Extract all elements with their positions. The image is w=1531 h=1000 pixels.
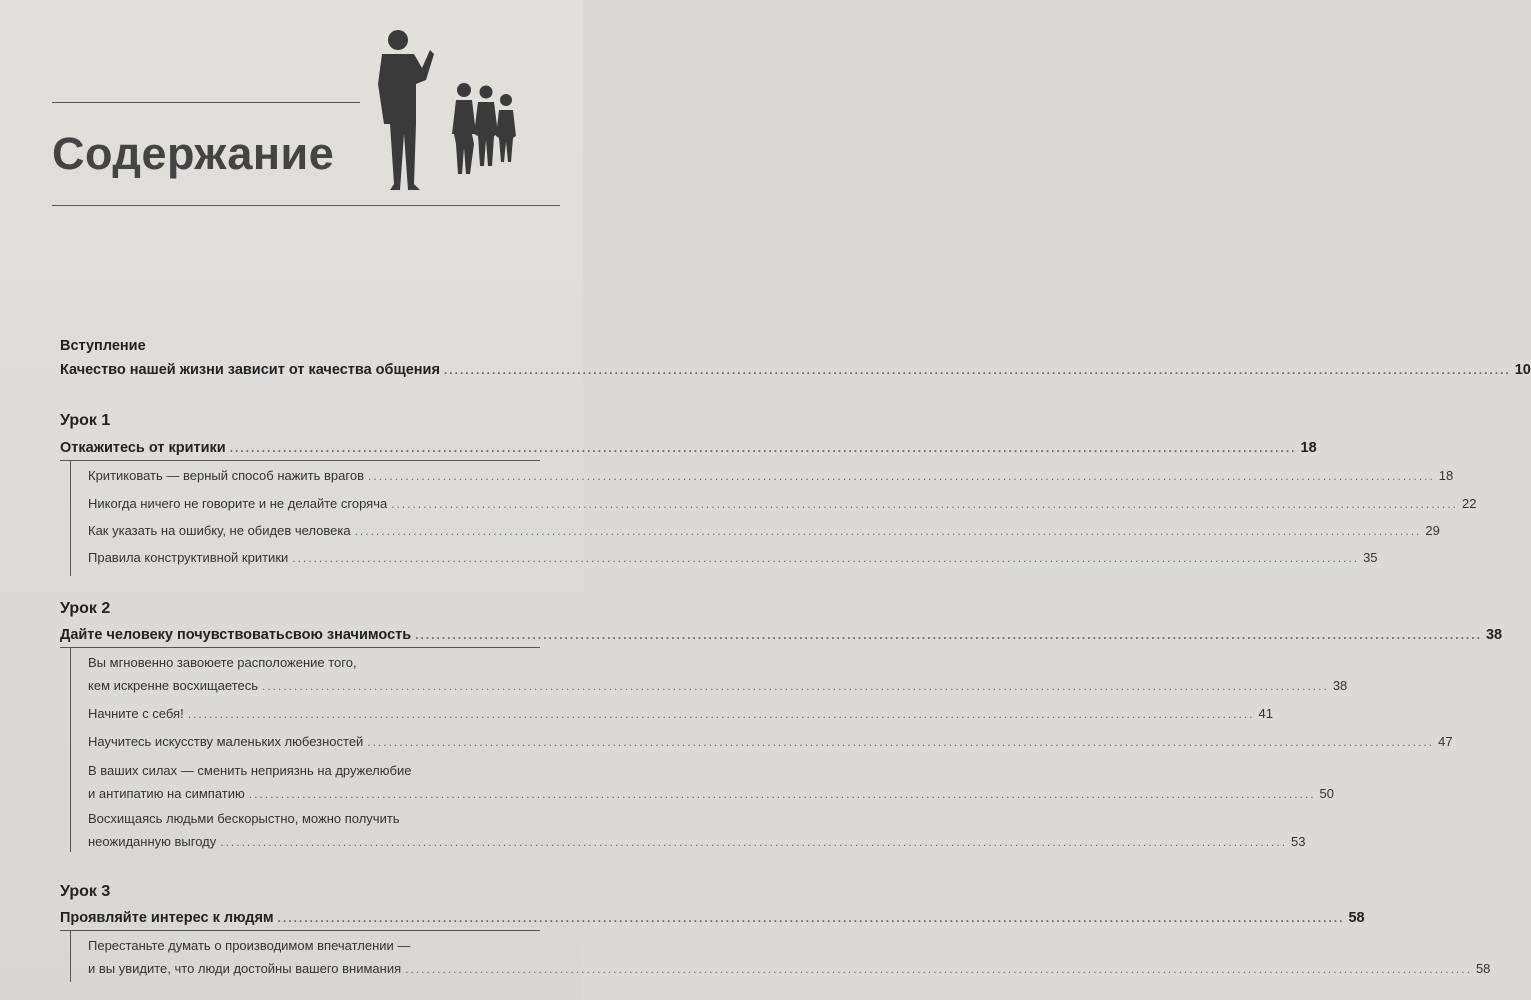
toc-lesson-3-main[interactable] bbox=[60, 910, 1365, 926]
toc-entry-intro-page: 10 bbox=[1514, 362, 1531, 378]
toc-lesson-3-sub-1-line-1: Перестаньте думать о производимом впечатлении — bbox=[88, 938, 411, 953]
toc-lesson-2-sub-3[interactable] bbox=[88, 734, 1453, 749]
dot-leader: ........................................................................................................................................................................................................ bbox=[248, 787, 1316, 801]
toc-lesson-2-sub-3-text: Научитесь искусству маленьких любезностей bbox=[88, 734, 364, 749]
dot-leader: ........................................................................................................................................................................................................ bbox=[229, 441, 1297, 455]
dot-leader: ........................................................................................................................................................................................................ bbox=[391, 497, 1458, 511]
lesson-1-underline bbox=[60, 460, 540, 461]
toc-lesson-1-sub-1-page: 18 bbox=[1438, 468, 1454, 483]
toc-lesson-2-sub-1-line-1: Вы мгновенно завоюете расположение того, bbox=[88, 655, 357, 670]
toc-lesson-1-sub-4-text: Правила конструктивной критики bbox=[88, 550, 289, 565]
toc-lesson-2-sub-4-line-1: В ваших силах — сменить неприязнь на дружелюбие bbox=[88, 763, 412, 778]
toc-lesson-2-sub-2[interactable] bbox=[88, 706, 1273, 721]
dot-leader: ........................................................................................................................................................................................................ bbox=[354, 524, 1422, 538]
toc-lesson-1-sub-3-text: Как указать на ошибку, не обидев человека bbox=[88, 523, 351, 538]
toc-entry-intro[interactable] bbox=[60, 362, 1531, 378]
business-people-illustration bbox=[368, 24, 538, 199]
toc-lesson-1-sub-1[interactable] bbox=[88, 468, 1454, 483]
lesson-3-underline bbox=[60, 930, 540, 931]
dot-leader: ........................................................................................................................................................................................................ bbox=[405, 962, 1472, 976]
toc-lesson-1-main-text: Откажитесь от критики bbox=[60, 440, 226, 456]
lesson-label-2: Урок 2 bbox=[60, 600, 111, 617]
toc-lesson-1-sub-2[interactable] bbox=[88, 496, 1477, 511]
dot-leader: ........................................................................................................................................................................................................ bbox=[262, 679, 1329, 693]
dot-leader: ........................................................................................................................................................................................................ bbox=[292, 551, 1360, 565]
dot-leader: ........................................................................................................................................................................................................ bbox=[415, 628, 1482, 642]
dot-leader: ........................................................................................................................................................................................................ bbox=[443, 363, 1511, 377]
toc-lesson-1-sub-1-text: Критиковать — верный способ нажить врагов bbox=[88, 468, 364, 483]
title-bottom-rule bbox=[52, 205, 560, 206]
intro-heading: Вступление bbox=[60, 338, 146, 354]
toc-entry-intro-text: Качество нашей жизни зависит от качества общения bbox=[60, 362, 440, 378]
toc-lesson-2-sub-4-text: и антипатию на симпатию bbox=[88, 786, 245, 801]
toc-lesson-2-sub-1-text: кем искренне восхищаетесь bbox=[88, 678, 259, 693]
toc-lesson-3-main-text: Проявляйте интерес к людям bbox=[60, 910, 274, 926]
toc-lesson-2-sub-5[interactable] bbox=[88, 834, 1306, 849]
toc-lesson-2-sub-4[interactable] bbox=[88, 786, 1334, 801]
toc-lesson-2-sub-2-text: Начните с себя! bbox=[88, 706, 184, 721]
lesson-label-3: Урок 3 bbox=[60, 883, 111, 900]
toc-lesson-2-main-text: Дайте человеку почувствоватьсвою значимость bbox=[60, 627, 412, 643]
toc-lesson-1-sub-2-page: 22 bbox=[1462, 496, 1477, 511]
toc-lesson-3-sub-1[interactable] bbox=[88, 961, 1491, 976]
dot-leader: ........................................................................................................................................................................................................ bbox=[367, 469, 1435, 483]
lesson-2-underline bbox=[60, 647, 540, 648]
toc-lesson-2-sub-4-page: 50 bbox=[1319, 786, 1334, 801]
toc-lesson-2-sub-2-page: 41 bbox=[1258, 706, 1273, 721]
toc-lesson-1-main[interactable] bbox=[60, 440, 1317, 456]
toc-lesson-3-sub-1-text: и вы увидите, что люди достойны вашего внимания bbox=[88, 961, 402, 976]
toc-lesson-1-sub-4[interactable] bbox=[88, 550, 1378, 565]
dot-leader: ........................................................................................................................................................................................................ bbox=[187, 707, 1255, 721]
page-title: Содержание bbox=[52, 128, 335, 179]
lesson-1-subsection-bar bbox=[70, 460, 71, 576]
toc-lesson-1-sub-4-page: 35 bbox=[1363, 550, 1378, 565]
lesson-label-1: Урок 1 bbox=[60, 412, 111, 429]
lesson-2-subsection-bar bbox=[70, 648, 71, 852]
toc-lesson-1-sub-3-page: 29 bbox=[1425, 523, 1440, 538]
dot-leader: ........................................................................................................................................................................................................ bbox=[367, 735, 1435, 749]
toc-lesson-2-sub-5-text: неожиданную выгоду bbox=[88, 834, 217, 849]
toc-lesson-2-sub-3-page: 47 bbox=[1438, 734, 1453, 749]
dot-leader: ........................................................................................................................................................................................................ bbox=[277, 911, 1345, 925]
toc-lesson-3-main-page: 58 bbox=[1348, 910, 1365, 926]
toc-lesson-2-main[interactable] bbox=[60, 627, 1503, 643]
toc-lesson-1-sub-3[interactable] bbox=[88, 523, 1440, 538]
toc-lesson-2-main-page: 38 bbox=[1485, 627, 1503, 643]
lesson-3-subsection-bar bbox=[70, 930, 71, 982]
toc-lesson-2-sub-5-page: 53 bbox=[1291, 834, 1306, 849]
toc-lesson-1-main-page: 18 bbox=[1300, 440, 1317, 456]
toc-lesson-1-sub-2-text: Никогда ничего не говорите и не делайте сгоряча bbox=[88, 496, 388, 511]
dot-leader: ........................................................................................................................................................................................................ bbox=[220, 835, 1288, 849]
toc-lesson-2-sub-1-page: 38 bbox=[1332, 678, 1348, 693]
toc-lesson-2-sub-5-line-1: Восхищаясь людьми бескорыстно, можно получить bbox=[88, 811, 400, 826]
toc-lesson-3-sub-1-page: 58 bbox=[1475, 961, 1491, 976]
title-top-rule bbox=[52, 102, 360, 103]
toc-lesson-2-sub-1[interactable] bbox=[88, 678, 1348, 693]
